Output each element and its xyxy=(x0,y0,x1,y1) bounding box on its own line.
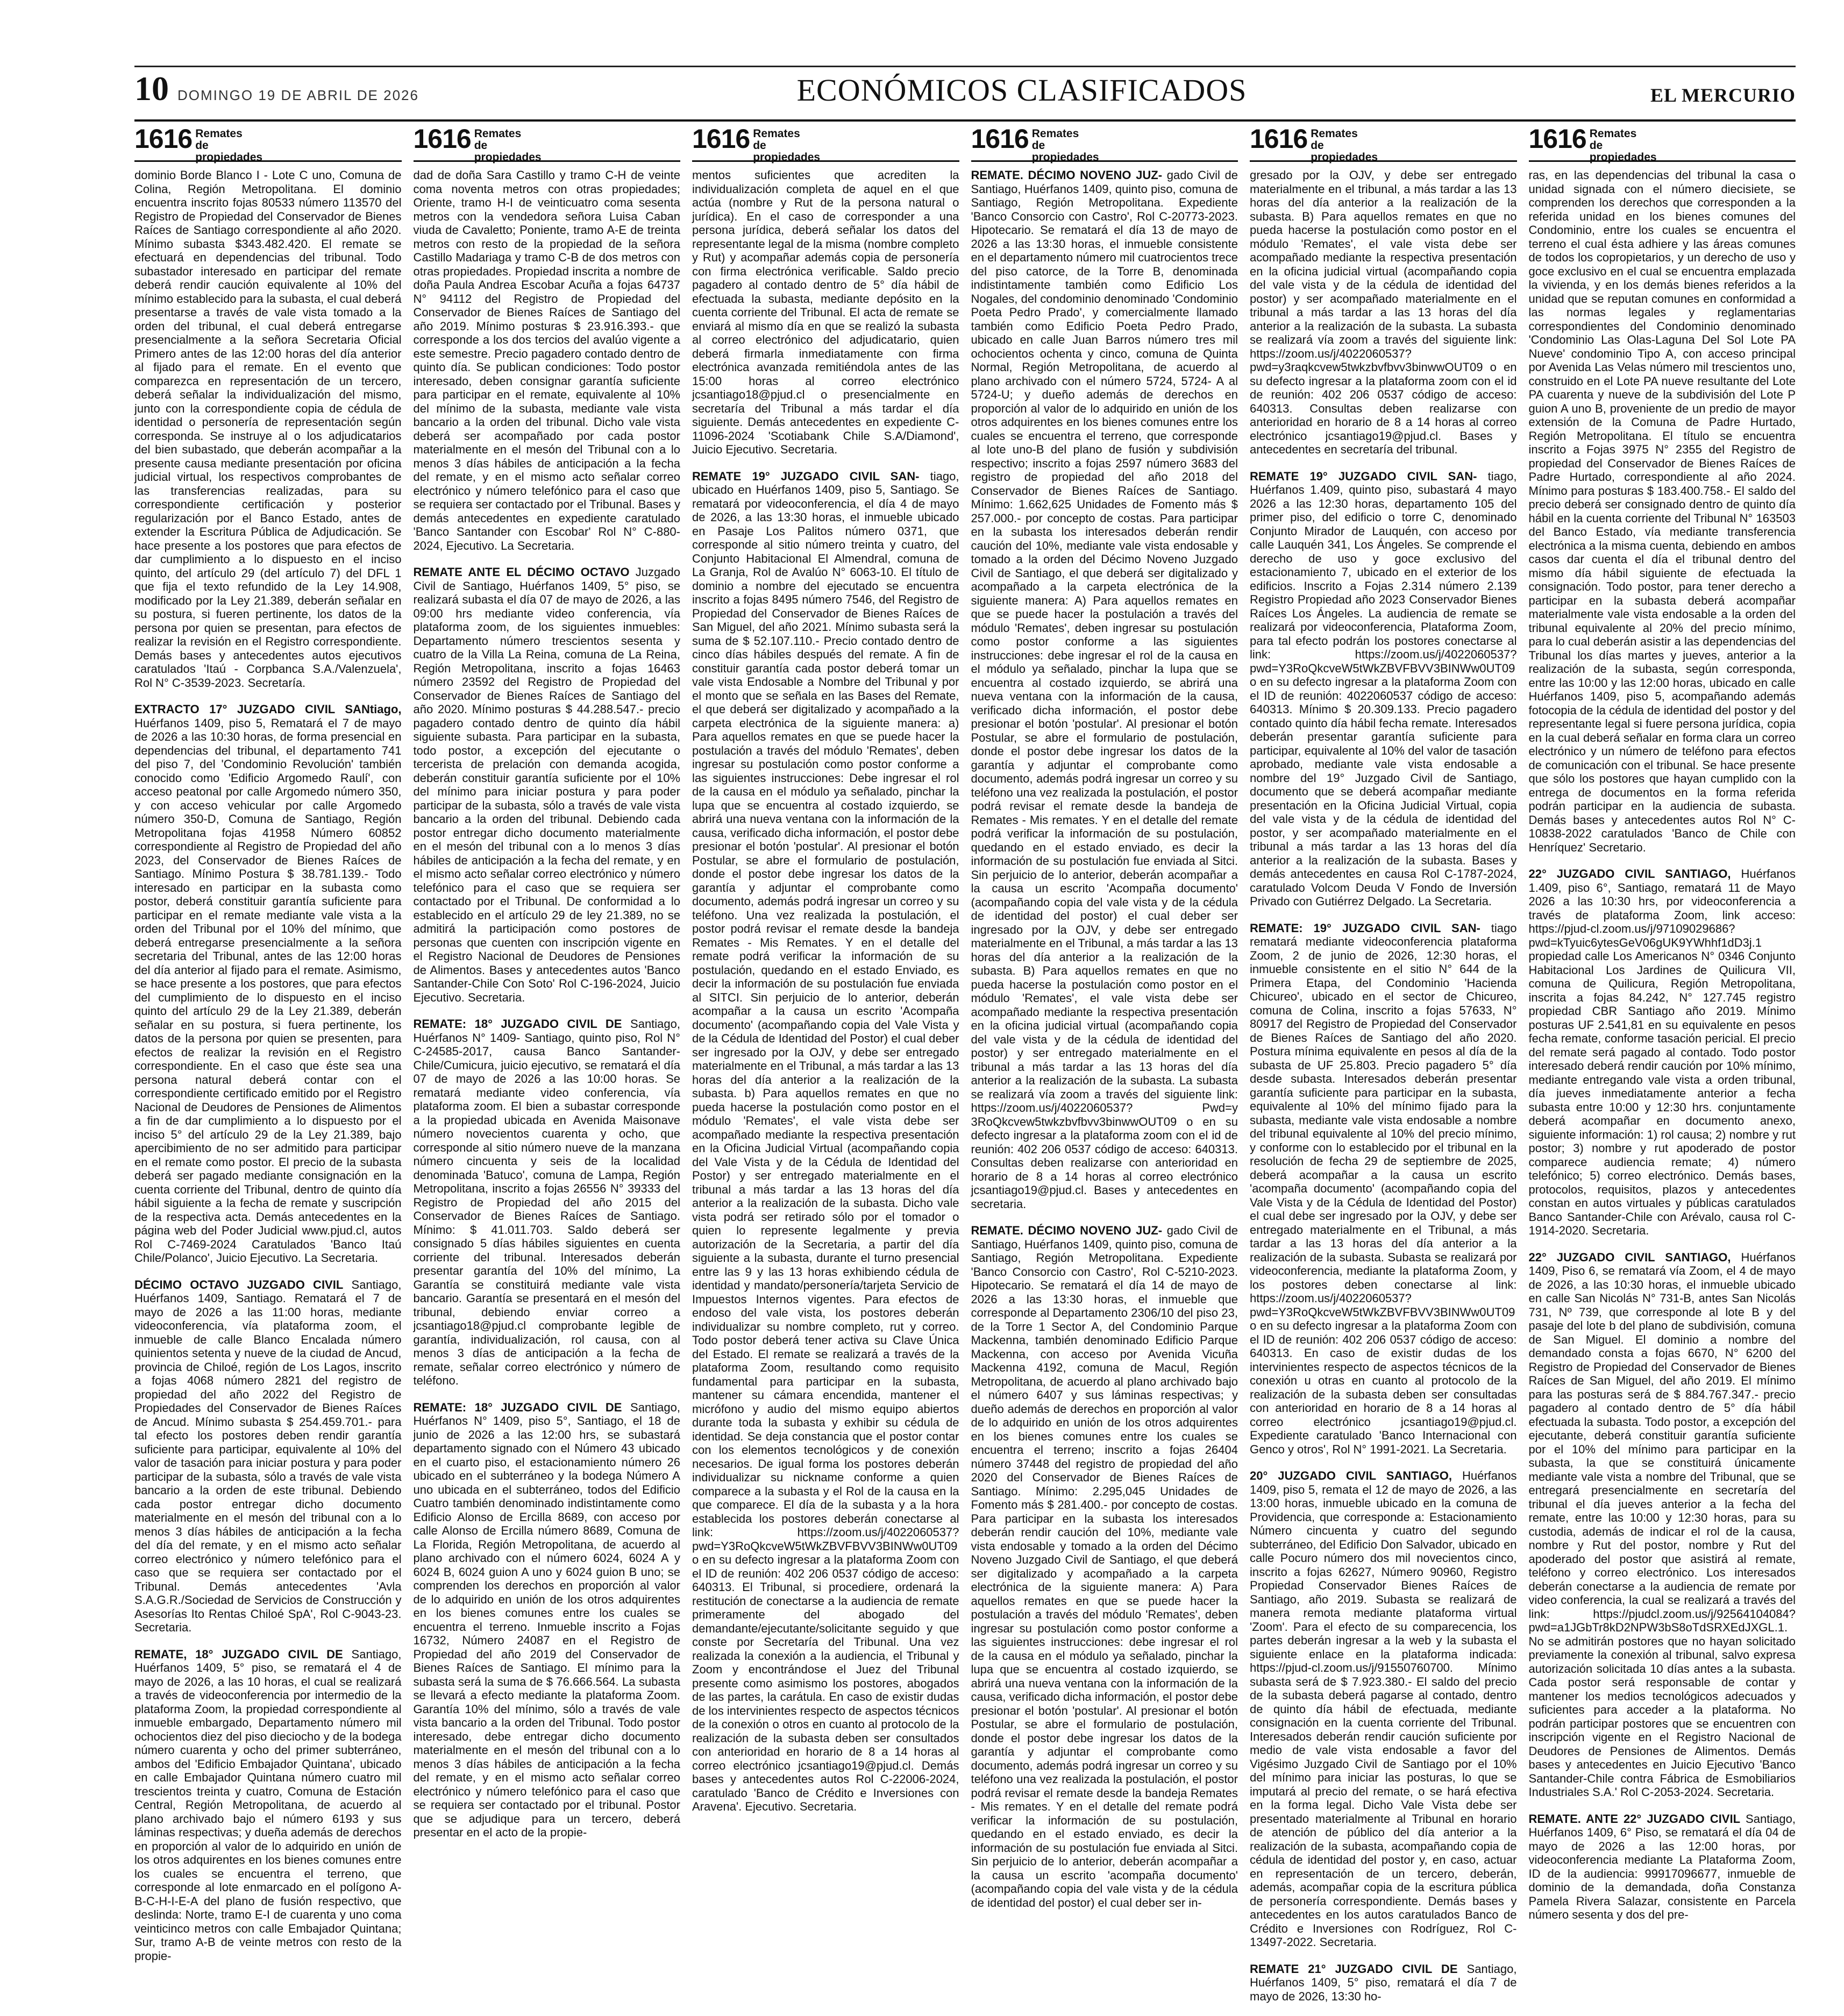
classified-columns xyxy=(134,124,1796,2003)
ad-text: gado Civil de Santiago, Huérfanos 1409, quinto piso, comuna de Santiago, Región Metropolitana. Expediente 'Banco Consorcio con Castro', Rol C-20773-2023. Hipotecario. Se rematará el día 13 de mayo de 2026 a las 13:30 horas, el inmueble consistente en el departamento número mil cuatrocientos trece del piso catorce, de la Torre B, denominada indistintamente también como Edificio Los Nogales, del condominio denominado 'Condominio Poeta Pedro Prado', y comercialmente llamado también como Edificio Poeta Pedro Prado, ubicado en calle Juan Barros número tres mil ochocientos ochenta y cinco, comuna de Quinta Normal, Región Metropolitana, de acuerdo al plano archivado con el número 5724, 5724- A al 5724-U; y dueño además de derechos en proporción al valor de lo adquirido en unión de los otros adquirentes en los bienes comunes entre los cuales se encuentra el terreno, que corresponde al lote uno-B del plano de fusión y subdivisión respectivo; inscrito a fojas 2597 número 3683 del registro de propiedad del año 2018 del Conservador de Bienes Raíces de Santiago. Mínimo: 1.662,625 Unidades de Fomento más $ 257.000.- por concepto de costas. Para participar en la subasta los interesados deberán rendir caución del 10%, mediante vale vista endosable y tomado a la orden del Décimo Noveno Juzgado Civil de Santiago, el que deberá ser digitalizado y acompañado a la carpeta electrónica de la siguiente manera: A) Para aquellos remates en que se puede hacer la postulación a través del módulo 'Remates', deben ingresar su postulación como postor conforme a las siguientes instrucciones: debe ingresar el rol de la causa en el módulo ya señalado, pinchar la lupa que se encuentra al costado izquierdo, se abrirá una nueva ventana con la información de la causa, verificado dicha información, el postor debe presionar el botón 'postular'. Al presionar el botón Postular, se abre el formulario de postulación, donde el postor debe ingresar los datos de la garantía y adjuntar el comprobante como documento, además podrá ingresar un correo y su teléfono una vez realizada la postulación, el postor podrá revisar el remate desde la bandeja de Remates - Mis remates. Y en el detalle del remate podrá verificar la información de su postulación, quedando en el estado enviado, es decir la información de su postulación fue enviada al Sitci. Sin perjuicio de lo anterior, deberán acompañar a la causa un escrito 'Acompaña documento' (acompañando copia del vale vista y de la cédula de identidad del postor) el cual deber ser ingresado por la OJV, y debe ser entregado materialmente en el Tribunal, a más tardar a las 13 horas del día anterior a la realización de la subasta. B) Para aquellos remates en que no pueda hacerse la postulación como postor en el módulo 'Remates', el vale vista debe ser acompañado mediante la respectiva presentación en la oficina judicial virtual (acompañando copia del vale vista y de la cédula de identidad del postor) y ser entregado materialmente en el tribunal a más tardar a las 13 horas del día anterior a la realización de la subasta. La subasta se realizará vía zoom a través del siguiente link: https://zoom.us/j/4022060537? Pwd=y 3RoQkcvew5twkzbvfbvv3binwwOUT09 o en su defecto ingresar a la plataforma zoom con el id de reunión: 402 206 0537 código de acceso: 640313. Consultas deben realizarse con anterioridad en horario de 8 a 14 horas al correo electrónico jcsantiago19@pjud.cl. Bases y antecedentes en secretaria. xyxy=(971,168,1238,1211)
classified-ad xyxy=(1250,470,1517,908)
page-header xyxy=(134,69,1796,117)
classified-ad xyxy=(414,1401,681,1840)
ad-text: gresado por la OJV, y debe ser entregado materialmente en el tribunal, a más tardar a las 13 horas del día anterior a la realización de la subasta. B) Para aquellos remates en que no pueda hacerse la postulación como postor en el módulo 'Remates', el vale vista debe ser acompañado mediante la respectiva presentación en la oficina judicial virtual (acompañando copia del vale vista y de la cédula de identidad del postor) y ser acompañado materialmente en el tribunal a más tardar a las 13 horas del día anterior a la realización de la subasta. La subasta se realizará vía zoom a través del siguiente link: https://zoom.us/j/4022060537? pwd=y3raqkcvew5twkzbvfbvv3binwwOUT09 o en su defecto ingresar a la plataforma zoom con el id de reunión: 402 206 0537 código de acceso: 640313. Consultas deben realizarse con anterioridad en horario de 8 a 14 horas al correo electrónico jcsantiago19@pjud.cl. Bases y antecedentes en secretaría del tribunal. xyxy=(1250,168,1517,456)
classified-ad xyxy=(971,1224,1238,1909)
ad-heading: REMATE 19° JUZGADO CIVIL SAN- xyxy=(692,469,920,483)
classified-ad xyxy=(134,1278,402,1635)
ad-text: mentos suficientes que acrediten la individualización completa de aquel en el que actúa (nombre y Rut de la persona natural o jurídica). En el caso de corresponder a una persona jurídica, deberá señalar los datos del representante legal de la misma (nombre completo y Rut) y acompañar además copia de personería con firma electrónica verificable. Saldo precio pagadero al contado dentro de 5° día hábil de efectuada la subasta, mediante depósito en la cuenta corriente del Tribunal. El acta de remate se enviará al mismo día en que se realizó la subasta al correo electrónico del adjudicatario, quien deberá firmarla inmediatamente con firma electrónica avanzada remitiéndola antes de las 15:00 horas al correo electrónico jcsantiago18@pjud.cl o presencialmente en secretaría del Tribunal a más tardar el día siguiente. Demás antecedentes en expediente C-11096-2024 'Scotiabank Chile S.A/Diamond', Juicio Ejecutivo. Secretaria. xyxy=(692,168,959,456)
ad-text: ras, en las dependencias del tribunal la casa o unidad signada con el número diecisiete, se comprenden los derechos que corresponden a la referida unidad en los bienes comunes del Condominio, entre los cuales se encuentra el terreno el cual ésta adhiere y las áreas comunes de todos los copropietarios, y un derecho de uso y goce exclusivo en el cual se encuentra emplazada la vivienda, y en los demás bienes referidos a la unidad que se reputan comunes en conformidad a las normas legales y reglamentarias correspondientes del Condominio denominado 'Condominio Las Olas-Laguna Del Sol Lote PA Nueve' condominio Tipo A, con acceso principal por Avenida Las Velas número mil trescientos uno, construido en el Lote PA nueve resultante del Lote PA cuarenta y nueve de la subdivisión del Lote P guion A uno B, proveniente de un predio de mayor extensión de la Comuna de Padre Hurtado, Región Metropolitana. El título se encuentra inscrito a Fojas 3975 N° 2355 del Registro de propiedad del Conservador de Bienes Raíces de Padre Hurtado, correspondiente al año 2024. Mínimo para posturas $ 183.400.758.- El saldo del precio deberá ser consignado dentro de quinto día hábil en la cuenta corriente del Tribunal N° 163503 del Banco Estado, vía mediante transferencia electrónica a la misma cuenta, debiendo en ambos casos dar cuenta el día el tribunal dentro del mismo día hábil siguiente de efectuada la consignación. Todo postor, para tener derecho a participar en la subasta deberá acompañar materialmente vale vista endosable a la orden del tribunal equivalente al 20% del precio mínimo, para lo cual deberán asistir a las dependencias del Tribunal los días martes y jueves, anterior a la realización de la subasta, según corresponda, entre las 10:00 y las 12:00 horas, ubicado en calle Huérfanos 1409, piso 5, acompañando además fotocopia de la cédula de identidad del postor y del representante legal si fuere persona jurídica, copia en la cual deberá señalar en forma clara un correo electrónico y un número de teléfono para efectos de comunicación con el tribunal. Se hace presente que sólo los postores que hayan cumplido con la entrega de documentos en la forma referida podrán participar en la audiencia de subasta. Demás bases y antecedentes autos Rol N° C-10838-2022 caratulados 'Banco de Chile con Henríquez' Secretario. xyxy=(1528,168,1796,854)
ad-text: Juzgado Civil de Santiago, Huérfanos 1409, 5° piso, se realizará subasta el día 07 de mayo de 2026, a las 09:00 hrs mediante video conferencia, vía plataforma zoom, de los siguientes inmuebles: Departamento número trescientos sesenta y cuatro de la Villa La Reina, comuna de La Reina, Región Metropolitana, inscrito a fojas 16463 número 23592 del Registro de Propiedad del Conservador de Bienes Raíces de Santiago del año 2020. Mínimo posturas $ 44.288.547.- precio pagadero contado dentro de quinto día hábil siguiente subasta. Para participar en la subasta, todo postor, a excepción del ejecutante o tercerista de prelación con demanda acogida, deberán constituir garantía suficiente por el 10% del mínimo para iniciar postura y para poder participar de la subasta, sólo a través de vale vista bancario a la orden del tribunal. Debiendo cada postor entregar dicho documento materialmente en el mesón del tribunal con a lo menos 3 días hábiles de anticipación a la fecha del remate, y en el mismo acto señalar correo electrónico y número telefónico para el caso que se requiera ser contactado por el Tribunal. De conformidad a lo establecido en el artículo 29 de ley 21.389, no se admitirá la participación como postores de personas que cuenten con inscripción vigente en el Registro Nacional de Deudores de Pensiones de Alimentos. Bases y antecedentes autos 'Banco Santander-Chile Con Soto' Rol C-196-2024, Juicio Ejecutivo. Secretaria. xyxy=(413,565,680,1004)
classified-ad xyxy=(1529,168,1796,854)
section-heading xyxy=(971,125,1238,162)
column-body xyxy=(134,168,402,1976)
page-date: DOMINGO 19 DE ABRIL DE 2026 xyxy=(177,87,419,103)
column-body xyxy=(1529,168,1796,1935)
section-label: Remates de propiedades xyxy=(1589,127,1657,164)
column-body xyxy=(971,168,1238,1922)
classified-ad xyxy=(414,168,681,552)
ad-heading: REMATE 21° JUZGADO CIVIL DE xyxy=(1250,1962,1458,1976)
column-3 xyxy=(692,125,959,2016)
section-number: 1616 xyxy=(1528,124,1586,154)
classified-ad xyxy=(1250,1962,1517,2004)
ad-heading: DÉCIMO OCTAVO JUZGADO CIVIL xyxy=(134,1277,344,1291)
classified-ad xyxy=(134,702,402,1265)
ad-heading: 20° JUZGADO CIVIL SANTIAGO, xyxy=(1250,1469,1452,1482)
ad-text: tiago rematará mediante videoconferencia plataforma Zoom, 2 de junio de 2026, 12:30 horas, el inmueble consistente en el sitio N° 644 de la Primera Etapa, del Condominio 'Hacienda Chicureo', ubicado en el sector de Chicureo, comuna de Colina, inscrito a fojas 57633, N° 80917 del Registro de Propiedad del Conservador de Bienes Raíces de Santiago del año 2020. Postura mínima equivalente en pesos al día de la subasta de UF 25.803. Precio pagadero 5° día desde subasta. Interesados deberán presentar garantía suficiente para participar en la subasta, equivalente al 10% del mínimo fijado para la subasta, mediante vale vista endosable a nombre del tribunal equivalente al 10% del precio mínimo, y conforme con lo establecido por el tribunal en la resolución de fecha 29 de septiembre de 2025, deberá acompañar a la causa un escrito 'acompaña documento' (acompañando copia del Vale Vista y de la Cédula de Identidad del Postor) el cual debe ser ingresado por la OJV, y debe ser entregado materialmente en el Tribunal, a más tardar a las 13 horas del día anterior a la realización de la subasta. Subasta se realizará por videoconferencia, mediante la plataforma Zoom, y los postores deben conectarse al link: https://zoom.us/j/4022060537?pwd=Y3RoQkcveW5tWkZBVFBVV3BINWw0UT09 o en su defecto ingresar a la plataforma Zoom con el ID de reunión: 402 206 0537 código de acceso: 640313. En caso de existir dudas de los intervinientes respecto de aspectos técnicos de la conexión u otras en cuanto al protocolo de la realización de la subasta deben ser consultadas con anterioridad en horario de 8 a 14 horas al correo electrónico jcsantiago19@pjud.cl. Expediente caratulado 'Banco Internacional con Genco y otros', Rol N° 1991-2021. La Secretaria. xyxy=(1250,921,1517,1456)
ad-text: Huérfanos 1409, piso 5, Rematará el 7 de mayo de 2026 a las 10:30 horas, de forma presencial en dependencias del tribunal, el departamento 741 del piso 7, del 'Condominio Revolución' también conocido como 'Edificio Argomedo Raulí', con acceso peatonal por calle Argomedo número 350, y con acceso vehicular por calle Argomedo número 350-D, Comuna de Santiago, Región Metropolitana fojas 41958 Número 60852 correspondiente al Registro de Propiedad del año 2023, del Conservador de Bienes Raíces de Santiago. Mínimo Postura $ 38.781.139.- Todo interesado en participar en la subasta como postor, deberá constituir garantía suficiente para participar en el remate mediante vale vista a la orden del Tribunal por el 10% del mínimo, que deberá entregarse presencialmente a la señora secretaria del Tribunal, antes de las 12:00 horas del día anterior al fijado para el remate. Asimismo, se hace presente a los postores, que para efectos del cumplimiento de lo dispuesto en el inciso quinto del artículo 29 de la Ley 21.389, deberán señalar en su postura, si fuera pertinente, los datos de la persona por quien se presenten, para efectos de realizar la revisión en el Registro correspondiente. En el caso que éste sea una persona natural deberá contar con el correspondiente certificado emitido por el Registro Nacional de Deudores de Pensiones de Alimentos a fin de dar cumplimiento a lo dispuesto por el inciso 5° del artículo 29 de la Ley 21.389, bajo apercibimiento de no ser admitido para participar en el remate como postor. El precio de la subasta deberá ser pagado mediante consignación en la cuenta corriente del Tribunal, dentro de quinto día hábil siguiente a la fecha de remate y suscripción de la respectiva acta. Demás antecedentes en la página web del Poder Judicial www.pjud.cl, autos Rol C-7469-2024 Caratulados 'Banco Itaú Chile/Polanco', Juicio Ejecutivo. La Secretaria. xyxy=(134,716,402,1265)
ad-text: Huérfanos 1409, Piso 6, se rematará vía Zoom, el 4 de mayo de 2026, a las 10:30 horas, el inmueble ubicado en calle San Nicolás N° 731-B, antes San Nicolás 731, Nº 739, que corresponde al lote B y del pasaje del lote b del plano de subdivisión, comuna de San Miguel. El dominio a nombre del demandado consta a fojas 6670, N° 6200 del Registro de Propiedad del Conservador de Bienes Raíces de San Miguel, del año 2019. El mínimo para las posturas será de $ 884.767.347.- precio pagadero al contado dentro de 5° día hábil efectuada la subasta. Todo postor, a excepción del ejecutante, deberá constituir garantía suficiente por el 10% del mínimo para participar en la subasta, la que se constituirá únicamente mediante vale vista a nombre del Tribunal, que se entregará presencialmente en secretaría del tribunal el día jueves anterior a la fecha del remate, entre las 10:00 y 12:30 horas, para su custodia, además de indicar el rol de la causa, nombre y Rut del postor, nombre y Rut del apoderado del postor que asistirá al remate, teléfono y correo electrónico. Los interesados deberán conectarse a la audiencia de remate por video conferencia, la cual se realizará a través del link: https://pjudcl.zoom.us/j/92564104084?pwd=a1JGbTr8kD2NPW3bS8oTdSRXEdJXGL.1. No se admitirán postores que no hayan solicitado previamente la conexión al tribunal, salvo expresa autorización solicitada 10 días antes a la subasta. Cada postor será responsable de contar y mantener los medios tecnológicos adecuados y suficientes para acceder a la plataforma. No podrán participar postores que se encuentren con inscripción vigente en el Registro Nacional de Deudores de Pensiones de Alimentos. Demás bases y antecedentes en Juicio Ejecutivo 'Banco Santander-Chile contra Fábrica de Esmobiliarios Industriales S.A.' Rol C-2053-2024. Secretaria. xyxy=(1528,1250,1796,1799)
column-body xyxy=(1250,168,1517,2016)
column-6 xyxy=(1529,125,1796,2016)
classified-ad xyxy=(414,1017,681,1388)
section-heading xyxy=(692,125,959,162)
classified-ad xyxy=(971,168,1238,1211)
section-number: 1616 xyxy=(692,124,750,154)
ad-heading: REMATE: 18° JUZGADO CIVIL DE xyxy=(413,1400,622,1414)
ad-text: Santiago, Huérfanos N° 1409- Santiago, quinto piso, Rol N° C-24585-2017, causa Banco Santander-Chile/Cumicura, juicio ejecutivo, se rematará el día 07 de mayo de 2026 a las 10:00 horas. Se rematará mediante video conferencia, vía plataforma zoom. El bien a subastar corresponde a la propiedad ubicada en Avenida Maisonave número novecientos cuarenta y ocho, que corresponde al sitio número nueve de la manzana número cincuenta y seis de la localidad denominada 'Batuco', comuna de Lampa, Región Metropolitana, inscrito a fojas 26556 N° 39333 del Registro de Propiedad del año 2015 del Conservador de Bienes Raíces de Santiago. Mínimo: $ 41.011.703. Saldo deberá ser consignado 5 días hábiles siguientes en cuenta corriente del tribunal. Interesados deberán presentar garantía del 10% del mínimo, La Garantía se constituirá mediante vale vista bancario. Garantía se presentará en el mesón del tribunal, debiendo enviar correo a jcsantiago18@pjud.cl comprobante legible de garantía, individualización, rol causa, con al menos 3 días de anticipación a la fecha de remate, señalar correo electrónico y número de teléfono. xyxy=(413,1017,680,1387)
section-heading xyxy=(1250,125,1517,162)
classified-ad xyxy=(1529,1812,1796,1922)
column-2 xyxy=(414,125,681,2016)
ad-heading: REMATE. DÉCIMO NOVENO JUZ- xyxy=(971,1224,1163,1237)
section-number: 1616 xyxy=(971,124,1029,154)
section-heading xyxy=(134,125,402,162)
column-body xyxy=(414,168,681,1852)
column-1 xyxy=(134,125,402,2016)
section-label: Remates de propiedades xyxy=(474,127,542,164)
classified-ad xyxy=(1529,1251,1796,1799)
section-number: 1616 xyxy=(1250,124,1308,154)
ad-text: gado Civil de Santiago, Huérfanos 1409, quinto piso, comuna de Santiago, Región Metropolitana. Expediente 'Banco Consorcio con Castro', Rol C-5210-2023. Hipotecario. Se rematará el día 14 de mayo de 2026 a las 13:30 horas, el inmueble que corresponde al Departamento 2306/10 del piso 23, de la Torre 1 Sector A, del Condominio Parque Mackenna, también denominado Edificio Parque Mackenna, con acceso por Avenida Vicuña Mackenna 4192, comuna de Macul, Región Metropolitana, de acuerdo al plano archivado bajo el número 6407 y sus láminas respectivas; y dueño además de derechos en proporción al valor de lo adquirido en unión de los otros adquirentes en los bienes comunes entre los cuales se encuentra el terreno; inscrito a fojas 26404 número 37448 del registro de propiedad del año 2020 del Conservador de Bienes Raíces de Santiago. Mínimo: 2.295,045 Unidades de Fomento más $ 281.400.- por concepto de costas. Para participar en la subasta los interesados deberán rendir caución del 10%, mediante vale vista endosable y tomado a la orden del Décimo Noveno Juzgado Civil de Santiago, el que deberá ser digitalizado y acompañado a la carpeta electrónica de la siguiente manera: A) Para aquellos remates en que se puede hacer la postulación a través del módulo 'Remates', deben ingresar su postulación como postor conforme a las siguientes instrucciones: debe ingresar el rol de la causa en el módulo ya señalado, pinchar la lupa que se encuentra al costado izquierdo, se abrirá una nueva ventana con la información de la causa, verificado dicha información, el postor debe presionar el botón 'postular'. Al presionar el botón Postular, se abre el formulario de postulación, donde el postor debe ingresar los datos de la garantía y adjuntar el comprobante como documento, además podrá ingresar un correo y su teléfono una vez realizada la postulación, el postor podrá revisar el remate desde la bandeja Remates - Mis remates. Y en el detalle del remate podrá verificar la información de su postulación, quedando en el estado enviado, es decir la información de su postulación fue enviada al Sitci. Sin perjuicio de lo anterior, deberán acompañar a la causa un escrito 'acompaña documento' (acompañando copia del vale vista y de la cédula de identidad del postor) el cual deber ser in- xyxy=(971,1224,1238,1909)
column-4 xyxy=(971,125,1238,2016)
section-label: Remates de propiedades xyxy=(753,127,821,164)
section-heading xyxy=(1529,125,1796,162)
section-number: 1616 xyxy=(134,124,193,154)
ad-heading: 22° JUZGADO CIVIL SANTIAGO, xyxy=(1528,867,1731,881)
ad-text: Santiago, Huérfanos 1409, 6° Piso, se rematará el día 04 de mayo de 2026 a las 12:00 horas, por videoconferencia mediante La Plataforma Zoom, ID de la audiencia: 99917096677, inmueble de dominio de la demandada, doña Constanza Pamela Rivera Salazar, consistente en Parcela número sesenta y dos del pre- xyxy=(1528,1812,1796,1921)
classified-ad xyxy=(1529,867,1796,1238)
section-label: Remates de propiedades xyxy=(195,127,263,164)
ad-heading: EXTRACTO 17° JUZGADO CIVIL SANtiago, xyxy=(134,702,402,716)
classified-ad xyxy=(692,470,959,1814)
ad-text: tiago, ubicado en Huérfanos 1409, piso 5, Santiago. Se rematará por videoconferencia, el día 4 de mayo de 2026, a las 13:30 horas, el inmueble ubicado en Pasaje Los Palitos número 0371, que corresponde al sitio número treinta y cuatro, del Conjunto Habitacional El Almendral, comuna de La Granja, Rol de Avalúo N° 6063-10. El título de dominio a nombre del ejecutado se encuentra inscrito a fojas 8495 número 7546, del Registro de Propiedad del Conservador de Bienes Raíces de San Miguel, del año 2021. Mínimo subasta será la suma de $ 52.107.110.- Precio contado dentro de cinco días hábiles después del remate. A fin de constituir garantía cada postor deberá tomar un vale vista Endosable a Nombre del Tribunal y por el monto que se señala en las Bases del Remate, el que deberá ser digitalizado y acompañado a la carpeta electrónica de la siguiente manera: a) Para aquellos remates en que se puede hacer la postulación a través del módulo 'Remates', deben ingresar su postulación como postor conforme a las siguientes instrucciones: Debe ingresar el rol de la causa en el módulo ya señalado, pinchar la lupa que se encuentra al costado izquierdo, se abrirá una nueva ventana con la información de la causa, verificado dicha información, el postor debe presionar el botón 'postular'. Al presionar el botón Postular, se abre el formulario de postulación, donde el postor debe ingresar los datos de la garantía y adjuntar el comprobante como documento, además podrá ingresar un correo y su teléfono. Una vez realizada la postulación, el postor podrá revisar el remate desde la bandeja Remates - Mis Remates. Y en el detalle del remate podrá verificar la información de su postulación, quedando en el estado Enviado, es decir la información de su postulación fue enviada al SITCI. Sin perjuicio de lo anterior, deberán acompañar a la causa un escrito 'Acompaña documento' (acompañando copia del Vale Vista y de la Cédula de Identidad del Postor) el cual deber ser ingresado por la OJV, y debe ser entregado materialmente en el Tribunal, a más tardar a las 13 horas del día anterior a la realización de la subasta. b) Para aquellos remates en que no pueda hacerse la postulación como postor en el módulo 'Remates', el vale vista debe ser acompañado mediante la respectiva presentación en la Oficina Judicial Virtual (acompañando copia del Vale Vista y de la Cédula de Identidad del Postor) y ser entregado materialmente en el tribunal a más tardar a las 13 horas del día anterior a la realización de la subasta. Dicho vale vista podrá ser retirado sólo por el tomador o quien lo represente legalmente y previa autorización de la Secretaria, a partir del día siguiente a la subasta, durante el turno presencial entre las 9 y las 13 horas exhibiendo cédula de identidad y mandato/personería/tarjeta Servicio de Impuestos Internos vigentes. Para efectos de endoso del vale vista, los postores deberán individualizar su nombre completo, rut y correo. Todo postor deberá tener activa su Clave Única del Estado. El remate se realizará a través de la plataforma Zoom, resultando como requisito fundamental para participar en la subasta, mantener su cámara encendida, mantener el micrófono y audio del mismo equipo abiertos durante toda la subasta y exhibir su cédula de identidad. Se deja constancia que el postor contar con los elementos tecnológicos y de conexión necesarios. De igual forma los postores deberán individualizar su nickname conforme a quien comparece a la subasta y el Rol de la causa en la que comparece. El día de la subasta y a la hora establecida los postores deberán conectarse al link: https://zoom.us/j/4022060537?pwd=Y3RoQkcveW5tWkZBVFBVV3BINWw0UT09 o en su defecto ingresar a la plataforma Zoom con el ID de reunión: 402 206 0537 código de acceso: 640313. El Tribunal, si procediere, ordenará la restitución de conectarse a la audiencia de remate primeramente del abogado del demandante/ejecutante/solicitante seguido y que conste por Secretaría del Tribunal. Una vez realizada la conexión a la audiencia, el Tribunal y Zoom y encontrándose el Juez del Tribunal presente como asimismo los postores, abogados de las partes, la carátula. En caso de existir dudas de los intervinientes respecto de aspectos técnicos de la conexión o otros en cuanto al protocolo de la realización de la subasta deben ser consultados con anterioridad en horario de 8 a 14 horas al correo electrónico jcsantiago19@pjud.cl. Demás bases y antecedentes autos Rol C-22006-2024, caratulado 'Banco de Crédito e Inversiones con Aravena'. Ejecutivo. Secretaria. xyxy=(692,469,959,1813)
classified-ad xyxy=(134,1648,402,1963)
ad-text: tiago, Huérfanos 1.409, quinto piso, subastará 4 mayo 2026 a las 12:30 horas, departamento 105 del primer piso, del edificio o torre C, denominado Conjunto Mirador de Lauquén, con acceso por calle Lauquén 341, Los Ángeles. Se comprende el derecho de uso y goce exclusivo del estacionamiento 7, ubicado en el exterior de los edificios. Inscrito a Fojas 2.314 número 2.139 Registro Propiedad año 2023 Conservador Bienes Raíces Los Ángeles. La audiencia de remate se realizará por videoconferencia, Plataforma Zoom, para tal efecto podrán los postores conectarse al link: https://zoom.us/j/4022060537?pwd=Y3RoQkcveW5tWkZBVFBVV3BINWw0UT09 o en su defecto ingresar a la plataforma Zoom con el ID de reunión: 4022060537 código de acceso: 640313. Mínimo $ 20.309.133. Precio pagadero contado quinto día hábil fecha remate. Interesados deberán presentar garantía suficiente para participar, equivalente al 10% del valor de tasación aprobado, mediante vale vista endosable a nombre del 19° Juzgado Civil de Santiago, documento que se deberá acompañar mediante presentación en la Oficina Judicial Virtual, copia del vale vista y de la cédula de identidad del postor, y ser acompañado materialmente en el tribunal a más tardar a las 13 horas del día anterior a la realización de la subasta. Bases y demás antecedentes en causa Rol C-1787-2024, caratulado Volcom Deuda V Fondo de Inversión Privado con Gutiérrez Delgado. La Secretaria. xyxy=(1250,469,1517,908)
top-rule xyxy=(134,66,1796,67)
ad-text: dominio Borde Blanco I - Lote C uno, Comuna de Colina, Región Metropolitana. El dominio encuentra inscrito fojas 80533 número 113570 del Registro de Propiedad del Conservador de Bienes Raíces de Santiago correspondiente al año 2020. Mínimo subasta $343.482.420. El remate se efectuará en dependencias del tribunal. Todo subastador interesado en participar del remate deberá rendir caución equivalente al 10% del mínimo establecido para la subasta, el cual deberá presentarse a través de vale vista tomado a la orden del tribunal, el cual deberá entregarse presencialmente a la señora Secretaria Oficial Primero antes de las 12:00 horas del día anterior al fijado para el remate. En el evento que comparezca en representación de un tercero, deberá señalar la individualización del mismo, junto con la correspondiente copia de cédula de identidad o personería de representación según corresponda. Se instruye al o los adjudicatarios del bien subastado, que deberán acompañar a la presente causa mediante presentación por oficina judicial virtual, los respectivos comprobantes de las transferencias realizadas, para su correspondiente certificación y posterior regularización por el Banco Estado, antes de extender la Escritura Pública de Adjudicación. Se hace presente a los postores que para efectos de dar cumplimiento a lo dispuesto en el inciso quinto, del artículo 29 (del artículo 7) del DFL 1 que fija el texto refundido de la Ley 14.908, modificado por la Ley 21.389, deberán señalar en su postura, si fueren pertinente, los datos de la persona por quien se presentan, para efectos de realizar la revisión en el Registro correspondiente. Demás bases y antecedentes autos ejecutivos caratulados 'Itaú - Corpbanca S.A./Valenzuela', Rol N° C-3539-2023. Secretaría. xyxy=(134,168,402,690)
header-rule xyxy=(134,119,1796,122)
column-body xyxy=(692,168,959,1827)
ad-heading: REMATE: 18° JUZGADO CIVIL DE xyxy=(413,1017,622,1031)
ad-text: Santiago, Huérfanos 1409, 5° piso, se rematará el 4 de mayo de 2026, a las 10 horas, el cual se realizará a través de videoconferencia por intermedio de la plataforma Zoom, la propiedad correspondiente al inmueble embargado, Departamento número mil ochocientos diez del piso dieciocho y de la bodega número cuarenta y ocho del primer subterráneo, ambos del 'Edificio Embajador Quintana', ubicado en calle Embajador Quintana número cuatro mil trescientos treinta y cuatro, Comuna de Estación Central, Región Metropolitana, de acuerdo al plano archivado bajo el número 6193 y sus láminas respectivas; y dueña además de derechos en proporción al valor de lo adquirido en unión de los otros adquirentes en los bienes comunes entre los cuales se encuentra el terreno, que corresponde al lote enmarcado en el polígono A-B-C-H-I-E-A del plano de fusión respectivo, que deslinda: Norte, tramo E-I de cuarenta y uno coma veinticinco metros con calle Embajador Quintana; Sur, tramo A-B de veinte metros con resto de la propie- xyxy=(134,1647,402,1963)
ad-text: Santiago, Huérfanos 1409, Santiago. Rematará el 7 de mayo de 2026 a las 11:00 horas, mediante videoconferencia, vía plataforma zoom, el inmueble de calle Blanco Encalada número quinientos setenta y nueve de la ciudad de Ancud, provincia de Chiloé, región de Los Lagos, inscrito a fojas 4068 número 2821 del registro de propiedad del año 2022 del Registro de Propiedades del Conservador de Bienes Raíces de Ancud. Mínimo subasta $ 254.459.701.- para tal efecto los postores deben rendir garantía suficiente para participar, equivalente al 10% del valor de tasación para iniciar postura y para poder participar de la subasta, sólo a través de vale vista bancario a la orden de este tribunal. Debiendo cada postor entregar dicho documento materialmente en el mesón del tribunal con a lo menos 3 días hábiles de anticipación a la fecha del día del remate, y en el mismo acto señalar correo electrónico y número telefónico para el caso que se requiera ser contactado por el Tribunal. Demás antecedentes 'Avla S.A.G.R./Sociedad de Servicios de Construcción y Asesorías Ito Rentas Chiloé SpA', Rol C-9043-23. Secretaria. xyxy=(134,1277,402,1634)
classified-ad xyxy=(134,168,402,690)
classified-ad xyxy=(1250,1469,1517,1949)
section-heading xyxy=(414,125,681,162)
ad-heading: REMATE: 19° JUZGADO CIVIL SAN- xyxy=(1250,921,1480,935)
ad-heading: REMATE, 18° JUZGADO CIVIL DE xyxy=(134,1647,343,1661)
page-title: ECONÓMICOS CLASIFICADOS xyxy=(796,73,1247,108)
ad-text: Huérfanos 1409, piso 5, remata el 12 de mayo de 2026, a las 13:00 horas, inmueble ubicado en la comuna de Providencia, que corresponde a: Estacionamiento Número cincuenta y cuatro del segundo subterráneo, del Edificio Don Salvador, ubicado en calle Pocuro número dos mil novecientos cinco, inscrito a fojas 62627, Número 90960, Registro Propiedad Conservador Bienes Raíces de Santiago, año 2019. Subasta se realizará de manera remota mediante plataforma virtual 'Zoom'. Para el efecto de su comparecencia, los partes deberán ingresar a la web y la subasta el siguiente enlace en la plataforma indicada: https://pjud-cl.zoom.us/j/91550760700. Mínimo subasta será de $ 7.923.380.- El saldo del precio de la subasta deberá pagarse al contado, dentro de quinto día hábil de efectuada, mediante consignación en la cuenta corriente del Tribunal. Interesados deberán rendir caución suficiente por medio de vale vista endosable a favor del Vigésimo Juzgado Civil de Santiago por el 10% del mínimo para iniciar las posturas, lo que se imputará al precio del remate, o se hará efectiva en la forma legal. Dicho Vale Vista debe ser presentado materialmente al Tribunal en horario de atención de público del día anterior a la realización de la subasta, acompañando copia de cédula de identidad del postor y, en caso, actuar en representación de un tercero, deberán, además, acompañar copia de la escritura pública de personería correspondiente. Demás bases y antecedentes en los autos caratulados Banco de Crédito e Inversiones con Rodríguez, Rol C-13497-2022. Secretaria. xyxy=(1250,1469,1517,1949)
ad-text: Huérfanos 1.409, piso 6°, Santiago, rematará 11 de Mayo 2026 a las 10:30 hrs, por videoconferencia a través de plataforma Zoom, link acceso: https://pjud-cl.zoom.us/j/97109029686?pwd=kTyuic6ytesGeV06gUK9YWhhf1dD3j.1 propiedad calle Los Americanos N° 0346 Conjunto Habitacional Los Jardines de Quilicura VII, comuna de Quilicura, Región Metropolitana, inscrita a fojas 84.242, N° 127.745 registro propiedad CBR Santiago año 2019. Mínimo posturas UF 2.541,81 en su equivalente en pesos fecha remate, conforme tasación pericial. El precio del remate será pagado al contado. Todo postor interesado deberá rendir caución por 10% mínimo, mediante entregando vale vista a orden tribunal, día jueves inmediatamente anterior a fecha subasta entre 10:00 y 12:30 hrs. conjuntamente deberá acompañar en documento anexo, siguiente información: 1) rol causa; 2) nombre y rut postor; 3) nombre y rut apoderado de postor comparece audiencia remate; 4) número telefónico; 5) correo electrónico. Demás bases, protocolos, requisitos, plazos y antecedentes constan en autos virtuales y públicas caratulados Banco Santander-Chile con Arévalo, causa rol C-1914-2020. Secretaria. xyxy=(1528,867,1796,1237)
ad-text: Santiago, Huérfanos 1409, 5° piso, rematará el día 7 de mayo de 2026, 13:30 ho- xyxy=(1250,1962,1517,2003)
section-label: Remates de propiedades xyxy=(1031,127,1099,164)
ad-heading: REMATE. ANTE 22° JUZGADO CIVIL xyxy=(1528,1812,1741,1826)
ad-heading: REMATE 19° JUZGADO CIVIL SAN- xyxy=(1250,469,1477,483)
page-number: 10 xyxy=(134,69,169,108)
newspaper-brand: EL MERCURIO xyxy=(1650,84,1796,106)
classified-ad xyxy=(414,565,681,1004)
section-label: Remates de propiedades xyxy=(1311,127,1378,164)
ad-heading: REMATE ANTE EL DÉCIMO OCTAVO xyxy=(413,565,630,579)
section-number: 1616 xyxy=(413,124,471,154)
classified-ad xyxy=(1250,921,1517,1457)
ad-text: Santiago, Huérfanos N° 1409, piso 5°, Santiago, el 18 de junio de 2026 a las 12:00 hrs, se subastará departamento signado con el Número 43 ubicado en el cuarto piso, el estacionamiento número 26 ubicado en el subterráneo y la bodega Número A uno ubicada en el subterráneo, todos del Edificio Cuatro también denominado indistintamente como Edificio Alonso de Ercilla 8689, con acceso por calle Alonso de Ercilla número 8689, Comuna de La Florida, Región Metropolitana, de acuerdo al plano archivado con el número 6024, 6024 A y 6024 B, 6024 guion A uno y 6024 guion B uno; se comprenden los derechos en proporción al valor de lo adquirido en unión de los otros adquirentes en los bienes comunes entre los cuales se encuentra el terreno. Inmueble inscrito a Fojas 16732, Número 24087 en el Registro de Propiedad del año 2019 del Conservador de Bienes Raíces de Santiago. El mínimo para la subasta será la suma de $ 76.666.564. La subasta se llevará a efecto mediante la plataforma Zoom. Garantía 10% del mínimo, sólo a través de vale vista bancario a la orden del Tribunal. Todo postor interesado, debe entregar dicho documento materialmente en el mesón del tribunal con a lo menos 3 días hábiles de anticipación a la fecha del remate, y en el mismo acto señalar correo electrónico y número telefónico para el caso que se requiera ser contactado por el tribunal. Postor que se adjudique para un tercero, deberá presentar en el acto de la propie- xyxy=(413,1400,680,1839)
ad-heading: 22° JUZGADO CIVIL SANTIAGO, xyxy=(1528,1250,1731,1264)
ad-text: dad de doña Sara Castillo y tramo C-H de veinte coma noventa metros con otras propiedades; Oriente, tramo H-I de veinticuatro coma sesenta metros con la vendedora señora Luisa Caban viuda de Cavaletto; Poniente, tramo A-E de treinta metros con resto de la propiedad de la señora Castillo Madariaga y tramo C-B de dos metros con otras propiedades. Propiedad inscrita a nombre de doña Paula Andrea Escobar Acuña a fojas 64737 N° 94112 del Registro de Propiedad del Conservador de Bienes Raíces de Santiago del año 2019. Mínimo posturas $ 23.916.393.- que corresponde a los dos tercios del avalúo vigente a este semestre. Precio pagadero contado dentro de quinto día. Se publican condiciones: Todo postor interesado, deben consignar garantía suficiente para participar en el remate, equivalente al 10% del mínimo de la subasta, mediante vale vista bancario a la orden del tribunal. Dicho vale vista deberá ser acompañado por cada postor materialmente en el mesón del Tribunal con a lo menos 3 días hábiles de anticipación a la fecha del remate, y en el mismo acto señalar correo electrónico y número telefónico para el caso que se requiera ser contactado por el Tribunal. Bases y demás antecedentes en expediente caratulado 'Banco Santander con Escobar' Rol N° C-880-2024, Ejecutivo. La Secretaria. xyxy=(413,168,680,552)
classified-ad xyxy=(692,168,959,457)
classified-ad xyxy=(1250,168,1517,457)
ad-heading: REMATE. DÉCIMO NOVENO JUZ- xyxy=(971,168,1163,182)
column-5 xyxy=(1250,125,1517,2016)
